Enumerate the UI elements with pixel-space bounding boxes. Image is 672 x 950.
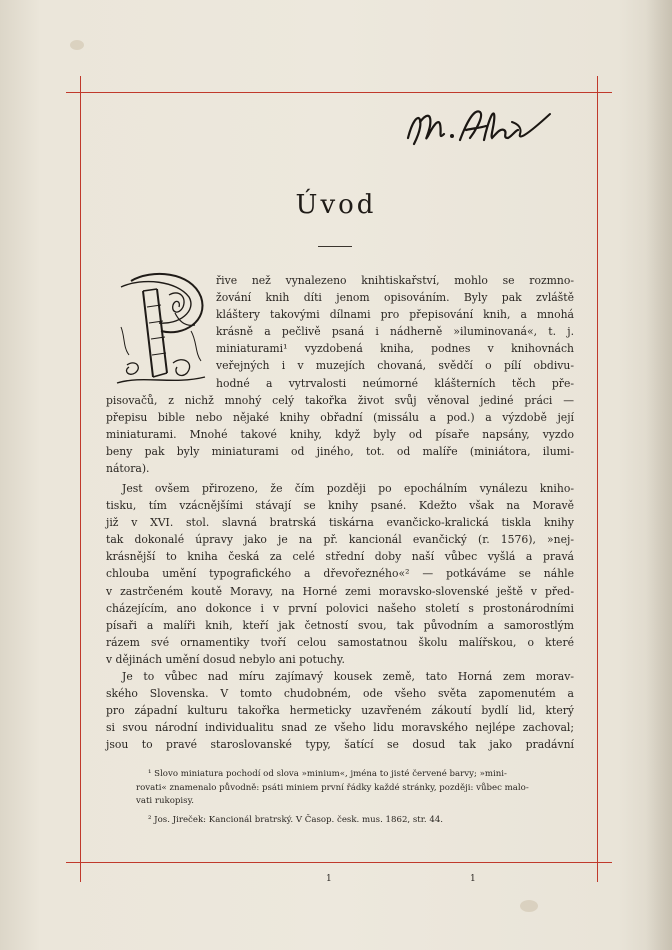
page-number: 1 [470, 874, 476, 884]
frame-top-rule [66, 92, 612, 93]
paragraph-1-line: hodné a vytrvalosti neúmorné klášterních těch pře- [216, 376, 574, 390]
paragraph-3-line: ského Slovenska. V tomto chudobném, ode všeho světa zapomenutém a [106, 687, 574, 701]
paragraph-1-line: miniaturami¹ vyzdobená kniha, podnes v knihovnách [216, 342, 574, 356]
paragraph-3-line: pro západní kulturu takořka hermeticky uzavřeném zákoutí bydlí lid, který [106, 704, 574, 718]
paragraph-2-line: Jest ovšem přirozeno, že čím později po epochálním vynálezu kniho- [122, 482, 574, 495]
paragraph-2-line: rázem své ornamentiky tvoří celou samostatnou školu malířskou, o které [106, 635, 574, 649]
paper-stain [70, 40, 84, 50]
paragraph-1-line: nátora). [106, 462, 150, 476]
paragraph-2-line: již v XVI. stol. slavná bratrská tiskárna evančicko-kralická tiskla knihy [106, 516, 574, 530]
paragraph-2-line: písaři a malíři knih, kteří jak četností svou, tak původním a samorostlým [106, 618, 574, 632]
footnotes [118, 768, 558, 827]
paragraph-2-line: chlouba umění typografického a dřevořezného«² — potkáváme se náhle [106, 567, 574, 581]
paragraph-2-line: krásnější to kniha česká za celé střední doby naší vůbec vyšlá a pravá [106, 550, 574, 564]
footnote-line: ² Jos. Jireček: Kancionál bratrský. V Časop. česk. mus. 1862, str. 44. [148, 814, 444, 825]
paragraph-1 [106, 272, 574, 477]
paragraph-1-line: pisovačů, z nichž mnohý celý takořka život svůj věnoval jediné práci — [106, 393, 574, 407]
paragraph-1-line: přepisu bible nebo nějaké knihy obřadní (missálu a pod.) a výzdobě její [106, 410, 574, 424]
paragraph-2-line: tisku, tím vzácnějšími stávají se knihy psané. Kdežto však na Moravě [106, 499, 574, 513]
paragraph-1-line: beny pak byly miniaturami od jiného, tot. od malíře (miniátora, ilumi- [106, 444, 574, 458]
paragraph-1-line: kláštery takovými dílnami pro přepisování knih, a mnohá [216, 308, 574, 322]
paragraph-1-line: řive než vynalezeno knihtiskařství, mohlo se rozmno- [216, 274, 574, 287]
paragraph-3-line: Je to vůbec nad míru zajímavý kousek země, tato Horná zem morav- [122, 670, 574, 683]
paragraph-2-line: cházejícím, ano dokonce i v první polovici našeho století s prostonárodními [106, 601, 574, 615]
handwritten-signature [400, 100, 560, 160]
page-title: Úvod [295, 190, 377, 220]
paragraph-2 [106, 480, 574, 668]
paragraph-2-line: v dějinách umění dosud nebylo ani potuchy. [106, 652, 345, 666]
paragraph-3-line: jsou to pravé staroslovanské typy, šatící se dosud tak jako pradávní [106, 738, 574, 752]
paragraph-1-line: žování knih díti jenom opisováním. Byly pak zvláště [216, 291, 574, 305]
paper-stain [520, 900, 538, 912]
footnote-line: ¹ Slovo miniatura pochodí od slova »minium«, jména to jisté červené barvy; »mini- [148, 769, 507, 779]
footnote-line: vati rukopisy. [136, 796, 195, 807]
paragraph-1-line: veřejných i v muzejích chovaná, svědčí o pílí obdivu- [216, 359, 574, 373]
page-edge-shadow [646, 0, 672, 950]
paragraph-1-line: miniaturami. Mnohé takové knihy, když byly od písaře napsány, vyzdo [106, 427, 574, 441]
footnote-line: rovati« znamenalo původně: psáti miniem první řádky každé stránky, později: vůbec malo- [136, 782, 529, 793]
paragraph-3 [106, 668, 574, 753]
frame-bottom-rule [66, 862, 612, 863]
paragraph-3-line: si svou národní individualitu snad ze všeho lidu moravského nejlépe zachoval; [106, 721, 574, 735]
paragraph-2-line: tak dokonalé úpravy jako je na př. kancionál evančický (r. 1576), »nej- [106, 533, 574, 547]
title-divider [318, 246, 352, 247]
paragraph-1-line: krásně a pečlivě psaná i nádherně »iluminovaná«, t. j. [216, 325, 574, 339]
paragraph-2-line: v zastrčeném koutě Moravy, na Horné zemi moravsko-slovenské ještě v před- [106, 584, 574, 598]
page-number: 1 [326, 874, 332, 884]
